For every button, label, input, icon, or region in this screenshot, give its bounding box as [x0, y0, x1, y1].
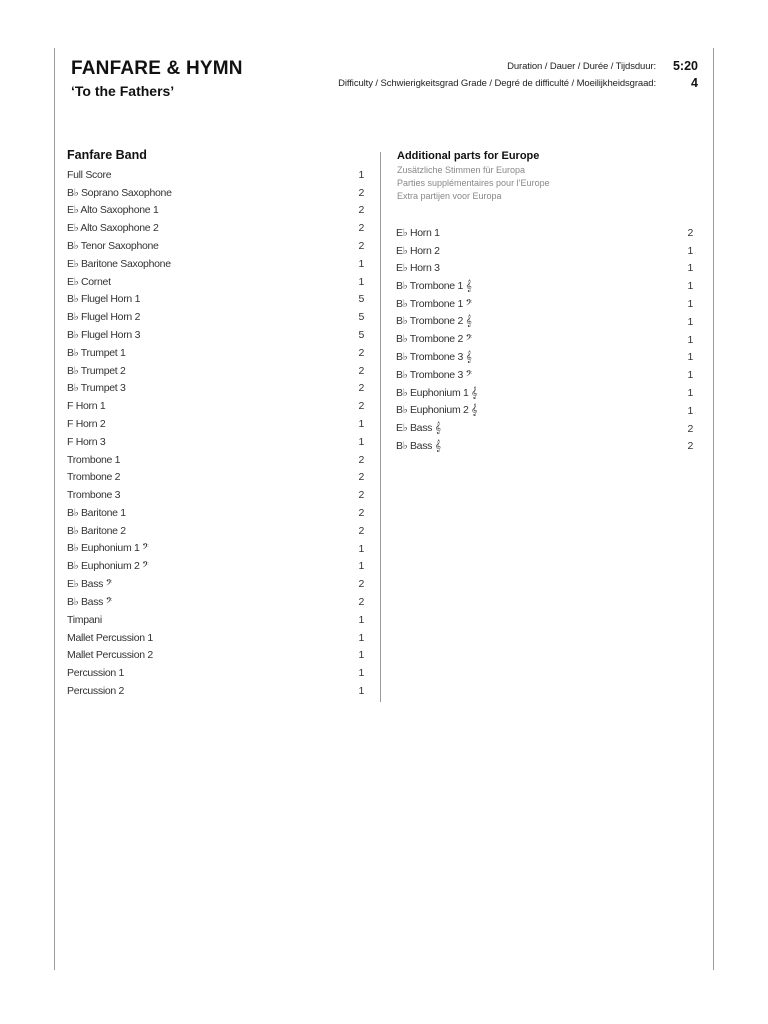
- part-row: [67, 273, 364, 291]
- fanfare-band-heading: Fanfare Band: [67, 148, 147, 162]
- part-count: 2: [358, 382, 364, 395]
- part-count: 2: [358, 578, 364, 591]
- part-name: F Horn 2: [67, 418, 106, 431]
- part-name: B♭ Bass 𝄢: [67, 595, 113, 608]
- part-count: 2: [687, 226, 693, 239]
- additional-parts-note-french: Parties supplémentaires pour l’Europe: [397, 178, 550, 188]
- part-count: 2: [358, 507, 364, 520]
- part-row: [396, 242, 693, 260]
- part-row: [396, 366, 693, 384]
- difficulty-value: 4: [691, 76, 698, 90]
- part-row: [396, 313, 693, 331]
- part-row: [67, 664, 364, 682]
- additional-parts-note-german: Zusätzliche Stimmen für Europa: [397, 165, 526, 175]
- part-name: B♭ Trumpet 3: [67, 382, 126, 395]
- part-row: [396, 295, 693, 313]
- part-count: 1: [358, 631, 364, 644]
- part-row: [67, 593, 364, 611]
- part-count: 1: [687, 244, 693, 257]
- left-margin-rule: [54, 48, 55, 970]
- part-name: B♭ Euphonium 2 𝄞: [396, 404, 478, 417]
- part-row: [67, 611, 364, 629]
- page-subtitle: ‘To the Fathers’: [71, 83, 175, 99]
- part-name: B♭ Tenor Saxophone: [67, 240, 159, 253]
- part-count: 2: [358, 471, 364, 484]
- part-row: [67, 629, 364, 647]
- part-name: B♭ Trombone 1 𝄢: [396, 297, 473, 310]
- part-name: B♭ Baritone 2: [67, 524, 126, 537]
- part-count: 5: [358, 311, 364, 324]
- part-name: E♭ Alto Saxophone 2: [67, 222, 159, 235]
- additional-parts-note-dutch: Extra partijen voor Europa: [397, 191, 502, 201]
- part-count: 2: [687, 422, 693, 435]
- part-name: B♭ Trumpet 2: [67, 364, 126, 377]
- part-name: B♭ Baritone 1: [67, 507, 126, 520]
- part-name: B♭ Trombone 1 𝄞: [396, 279, 472, 292]
- part-count: 1: [687, 351, 693, 364]
- difficulty-label: Difficulty / Schwierigkeitsgrad Grade / Degré de difficulté / Moeilijkheidsgraad:: [338, 78, 656, 89]
- part-name: E♭ Horn 2: [396, 244, 440, 257]
- part-count: 2: [358, 240, 364, 253]
- part-name: E♭ Baritone Saxophone: [67, 257, 171, 270]
- part-count: 2: [687, 440, 693, 453]
- part-row: [396, 331, 693, 349]
- part-name: B♭ Trombone 3 𝄢: [396, 368, 473, 381]
- part-count: 1: [687, 280, 693, 293]
- right-margin-rule: [713, 48, 714, 970]
- part-row: [396, 260, 693, 278]
- part-row: [67, 433, 364, 451]
- part-count: 1: [687, 387, 693, 400]
- part-name: B♭ Flugel Horn 1: [67, 293, 141, 306]
- part-name: Mallet Percussion 1: [67, 631, 153, 644]
- part-count: 5: [358, 329, 364, 342]
- part-count: 1: [358, 542, 364, 555]
- part-row: [67, 575, 364, 593]
- part-count: 1: [687, 369, 693, 382]
- part-row: [67, 184, 364, 202]
- part-count: 1: [358, 649, 364, 662]
- part-row: [67, 397, 364, 415]
- part-count: 1: [687, 262, 693, 275]
- additional-parts-heading: Additional parts for Europe: [397, 150, 540, 162]
- part-row: [67, 647, 364, 665]
- part-count: 2: [358, 346, 364, 359]
- part-row: [67, 202, 364, 220]
- part-row: [67, 540, 364, 558]
- part-name: Trombone 1: [67, 453, 121, 466]
- part-count: 2: [358, 204, 364, 217]
- part-name: B♭ Trombone 3 𝄞: [396, 350, 472, 363]
- part-count: 1: [358, 435, 364, 448]
- part-row: [67, 682, 364, 700]
- part-row: [67, 326, 364, 344]
- part-count: 2: [358, 364, 364, 377]
- part-name: Timpani: [67, 613, 102, 626]
- part-name: B♭ Trombone 2 𝄢: [396, 333, 473, 346]
- part-name: E♭ Alto Saxophone 1: [67, 204, 159, 217]
- part-count: 2: [358, 186, 364, 199]
- part-count: 1: [358, 613, 364, 626]
- duration-value: 5:20: [672, 59, 698, 73]
- part-name: B♭ Euphonium 1 𝄞: [396, 386, 478, 399]
- part-name: B♭ Trombone 2 𝄞: [396, 315, 472, 328]
- part-count: 1: [358, 418, 364, 431]
- fanfare-band-parts-list: [67, 166, 364, 700]
- part-row: [67, 504, 364, 522]
- part-count: 2: [358, 400, 364, 413]
- part-name: E♭ Bass 𝄢: [67, 577, 113, 590]
- part-name: F Horn 3: [67, 435, 106, 448]
- duration-label: Duration / Dauer / Durée / Tijdsduur:: [507, 61, 656, 72]
- part-name: B♭ Euphonium 2 𝄢: [67, 559, 149, 572]
- part-count: 1: [358, 257, 364, 270]
- part-name: Mallet Percussion 2: [67, 649, 153, 662]
- part-count: 1: [358, 560, 364, 573]
- part-name: B♭ Euphonium 1 𝄢: [67, 542, 149, 555]
- part-row: [396, 349, 693, 367]
- part-count: 2: [358, 524, 364, 537]
- part-row: [396, 438, 693, 456]
- part-row: [396, 420, 693, 438]
- part-count: 1: [358, 685, 364, 697]
- part-row: [67, 522, 364, 540]
- part-count: 1: [687, 404, 693, 417]
- part-name: Trombone 2: [67, 471, 121, 484]
- part-row: [67, 380, 364, 398]
- part-row: [67, 219, 364, 237]
- part-row: [67, 558, 364, 576]
- part-name: Percussion 2: [67, 685, 125, 697]
- part-row: [67, 469, 364, 487]
- page-title: FANFARE & HYMN: [71, 58, 243, 79]
- part-row: [67, 308, 364, 326]
- part-count: 2: [358, 222, 364, 235]
- part-count: 1: [358, 275, 364, 288]
- part-count: 1: [687, 298, 693, 311]
- part-row: [67, 291, 364, 309]
- part-row: [67, 166, 364, 184]
- part-count: 1: [358, 168, 364, 181]
- part-name: B♭ Soprano Saxophone: [67, 186, 172, 199]
- part-row: [67, 255, 364, 273]
- part-row: [67, 344, 364, 362]
- part-name: Percussion 1: [67, 667, 125, 680]
- part-name: B♭ Flugel Horn 3: [67, 329, 141, 342]
- part-row: [67, 237, 364, 255]
- part-name: E♭ Bass 𝄞: [396, 422, 441, 435]
- part-name: B♭ Trumpet 1: [67, 346, 126, 359]
- part-row: [67, 486, 364, 504]
- part-count: 2: [358, 489, 364, 502]
- part-count: 2: [358, 596, 364, 609]
- part-count: 1: [687, 315, 693, 328]
- part-row: [67, 362, 364, 380]
- part-row: [67, 451, 364, 469]
- part-count: 1: [358, 667, 364, 680]
- column-divider: [380, 152, 381, 702]
- part-name: E♭ Cornet: [67, 275, 111, 288]
- part-name: B♭ Flugel Horn 2: [67, 311, 141, 324]
- additional-parts-list: [396, 224, 693, 455]
- part-count: 1: [687, 333, 693, 346]
- part-row: [396, 277, 693, 295]
- part-name: F Horn 1: [67, 400, 106, 413]
- part-name: Full Score: [67, 168, 112, 181]
- part-row: [396, 224, 693, 242]
- part-name: E♭ Horn 3: [396, 262, 440, 275]
- part-row: [396, 402, 693, 420]
- part-name: B♭ Bass 𝄞: [396, 439, 441, 452]
- part-row: [396, 384, 693, 402]
- part-name: Trombone 3: [67, 489, 121, 502]
- part-name: E♭ Horn 1: [396, 226, 440, 239]
- part-count: 2: [358, 453, 364, 466]
- part-row: [67, 415, 364, 433]
- part-count: 5: [358, 293, 364, 306]
